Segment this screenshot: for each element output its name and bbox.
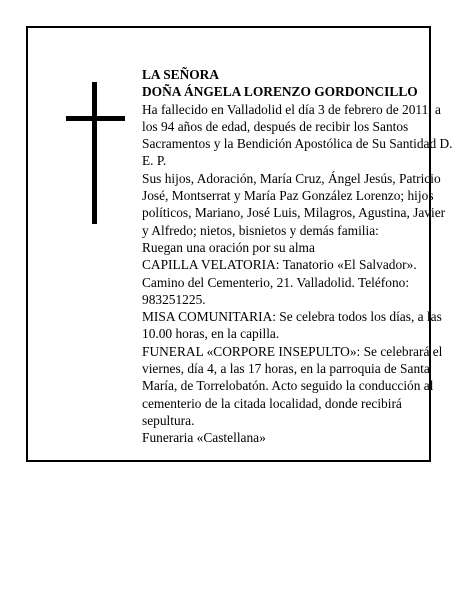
community-mass-info: MISA COMUNITARIA: Se celebra todos los días, a las 10.00 horas, en la capilla. [142, 309, 442, 342]
cross-icon-horizontal-bar [66, 116, 125, 121]
family-list: Sus hijos, Adoración, María Cruz, Ángel Jesús, Patricio José, Montserrat y María Paz González Lorenzo; hijos políticos, Mariano, José Luis, Milagros, Agustina, Javier y Alfredo; nietos, bisnietos y demás familia: [142, 170, 446, 238]
obituary-notice [26, 26, 453, 462]
funeral-home: Funeraria «Castellana» [142, 430, 266, 446]
notice-text-block [142, 66, 454, 447]
wake-chapel-info: CAPILLA VELATORIA: Tanatorio «El Salvador». Camino del Cementerio, 21. Valladolid. Teléfono: 983251225. [142, 257, 417, 307]
death-announcement: Ha fallecido en Valladolid el día 3 de febrero de 2011, a los 94 años de edad, después de recibir los Santos Sacramentos y la Bendición Apostólica de Su Santidad D. E. P. [142, 101, 453, 169]
deceased-name: DOÑA ÁNGELA LORENZO GORDONCILLO [142, 84, 418, 100]
notice-heading: LA SEÑORA [142, 67, 220, 82]
funeral-info: FUNERAL «CORPORE INSEPULTO»: Se celebrará el viernes, día 4, a las 17 horas, en la parroquia de Santa María, de Torrelobatón. Acto seguido la conducción al cementerio de la citada localidad, donde recibirá sepultura. [142, 343, 443, 428]
cross-icon-vertical-bar [92, 82, 97, 224]
prayer-request: Ruegan una oración por su alma [142, 239, 315, 255]
